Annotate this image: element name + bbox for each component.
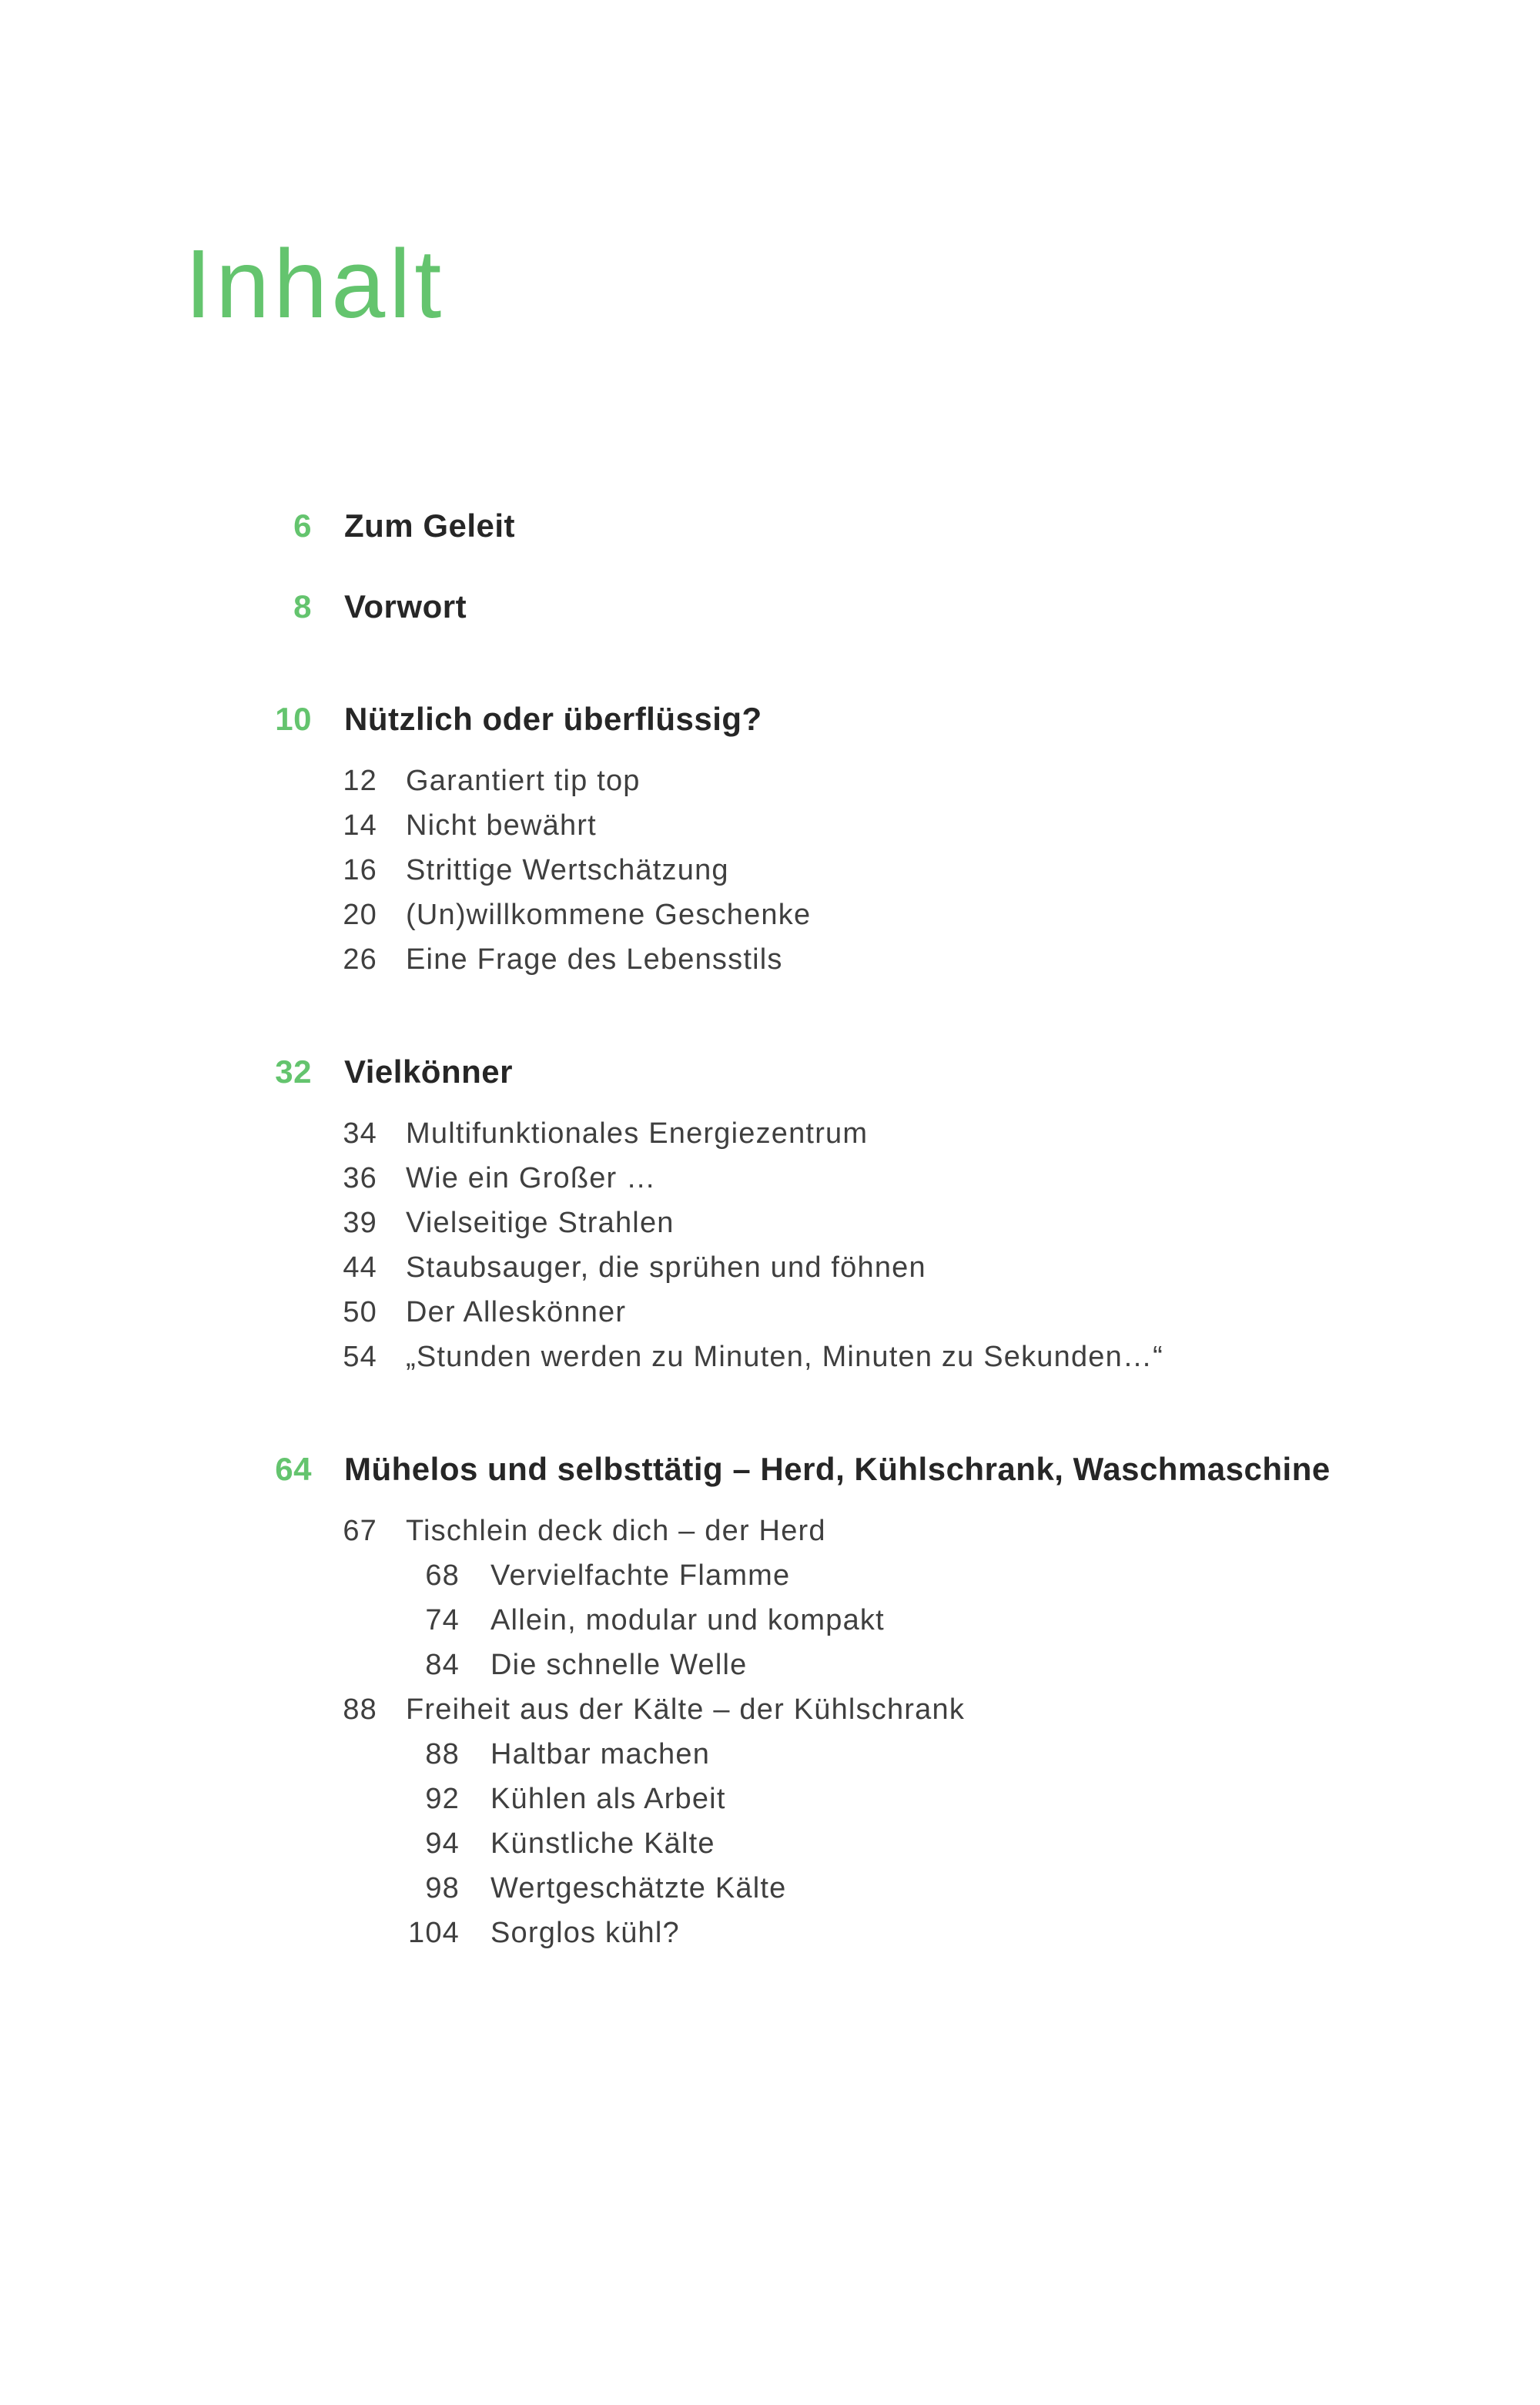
entry-title: Zum Geleit	[344, 507, 516, 544]
toc-entry	[185, 848, 1540, 893]
entry-title: Wertgeschätzte Kälte	[490, 1871, 787, 1904]
entry-title: Multifunktionales Energiezentrum	[406, 1117, 869, 1150]
entry-title: Garantiert tip top	[406, 764, 641, 797]
entry-page-number: 54	[343, 1340, 377, 1373]
entry-title: Freiheit aus der Kälte – der Kühlschrank	[406, 1693, 966, 1726]
toc-entry	[185, 1911, 1540, 1955]
entry-page-number: 104	[407, 1916, 460, 1949]
entry-title: (Un)willkommene Geschenke	[406, 898, 812, 931]
toc-entry	[185, 585, 1540, 629]
toc-entry	[185, 1509, 1540, 1553]
toc-entry	[185, 1598, 1540, 1643]
entry-page-number: 26	[343, 943, 377, 976]
entry-page-number: 94	[425, 1827, 460, 1860]
toc-entry	[185, 1111, 1540, 1156]
entry-page-number: 92	[425, 1782, 460, 1815]
entry-page-number: 39	[343, 1206, 377, 1239]
entry-title: Mühelos und selbsttätig – Herd, Kühlschrank, Waschmaschine	[344, 1450, 1331, 1487]
toc-entry	[185, 937, 1540, 982]
entry-page-number: 84	[425, 1648, 460, 1681]
toc-entry	[185, 1687, 1540, 1732]
toc-entry	[185, 1245, 1540, 1290]
entry-title: „Stunden werden zu Minuten, Minuten zu Sekunden…“	[406, 1340, 1164, 1373]
toc-page	[0, 231, 1540, 2405]
entry-page-number: 34	[343, 1117, 377, 1150]
toc-entry	[185, 697, 1540, 742]
entry-page-number: 64	[275, 1450, 312, 1487]
entry-page-number: 74	[425, 1603, 460, 1636]
toc-entry	[185, 1290, 1540, 1335]
page-title: Inhalt	[185, 229, 446, 338]
entry-title: Vervielfachte Flamme	[490, 1559, 791, 1592]
entry-title: Nützlich oder überflüssig?	[344, 700, 762, 737]
entry-page-number: 68	[425, 1559, 460, 1592]
toc-entry	[185, 504, 1540, 548]
entry-page-number: 14	[343, 809, 377, 842]
entry-page-number: 50	[343, 1295, 377, 1328]
toc-entry	[185, 1732, 1540, 1777]
toc-entry	[185, 803, 1540, 848]
entry-page-number: 8	[293, 588, 312, 625]
toc-entry	[185, 759, 1540, 803]
entry-page-number: 6	[293, 507, 312, 544]
entry-title: Strittige Wertschätzung	[406, 853, 729, 886]
toc-entry	[185, 1447, 1540, 1492]
entry-page-number: 67	[343, 1514, 377, 1547]
entry-page-number: 10	[275, 700, 312, 737]
entry-title: Vielseitige Strahlen	[406, 1206, 675, 1239]
toc-entry	[185, 1643, 1540, 1687]
toc-entry	[185, 1866, 1540, 1911]
toc-entry	[185, 1201, 1540, 1245]
entry-title: Staubsauger, die sprühen und föhnen	[406, 1251, 926, 1284]
entry-title: Wie ein Großer …	[406, 1161, 657, 1194]
entry-title: Haltbar machen	[490, 1737, 711, 1770]
entry-page-number: 16	[343, 853, 377, 886]
entry-page-number: 88	[343, 1693, 377, 1726]
entry-page-number: 20	[343, 898, 377, 931]
entry-page-number: 88	[425, 1737, 460, 1770]
entry-title: Sorglos kühl?	[490, 1916, 680, 1949]
entry-title: Der Alleskönner	[406, 1295, 627, 1328]
entry-title: Kühlen als Arbeit	[490, 1782, 726, 1815]
entry-title: Künstliche Kälte	[490, 1827, 715, 1860]
entry-page-number: 44	[343, 1251, 377, 1284]
entry-page-number: 36	[343, 1161, 377, 1194]
entry-title: Nicht bewährt	[406, 809, 597, 842]
toc-list	[185, 338, 1540, 1955]
entry-page-number: 12	[343, 764, 377, 797]
toc-entry	[185, 1821, 1540, 1866]
entry-title: Vorwort	[344, 588, 467, 625]
toc-entry	[185, 1156, 1540, 1201]
entry-title: Allein, modular und kompakt	[490, 1603, 885, 1636]
entry-title: Vielkönner	[344, 1053, 513, 1090]
toc-entry	[185, 1335, 1540, 1379]
entry-title: Eine Frage des Lebensstils	[406, 943, 783, 976]
toc-entry	[185, 1050, 1540, 1094]
toc-entry	[185, 1777, 1540, 1821]
entry-page-number: 32	[275, 1053, 312, 1090]
entry-title: Tischlein deck dich – der Herd	[406, 1514, 826, 1547]
toc-entry	[185, 893, 1540, 937]
entry-title: Die schnelle Welle	[490, 1648, 748, 1681]
toc-entry	[185, 1553, 1540, 1598]
entry-page-number: 98	[425, 1871, 460, 1904]
